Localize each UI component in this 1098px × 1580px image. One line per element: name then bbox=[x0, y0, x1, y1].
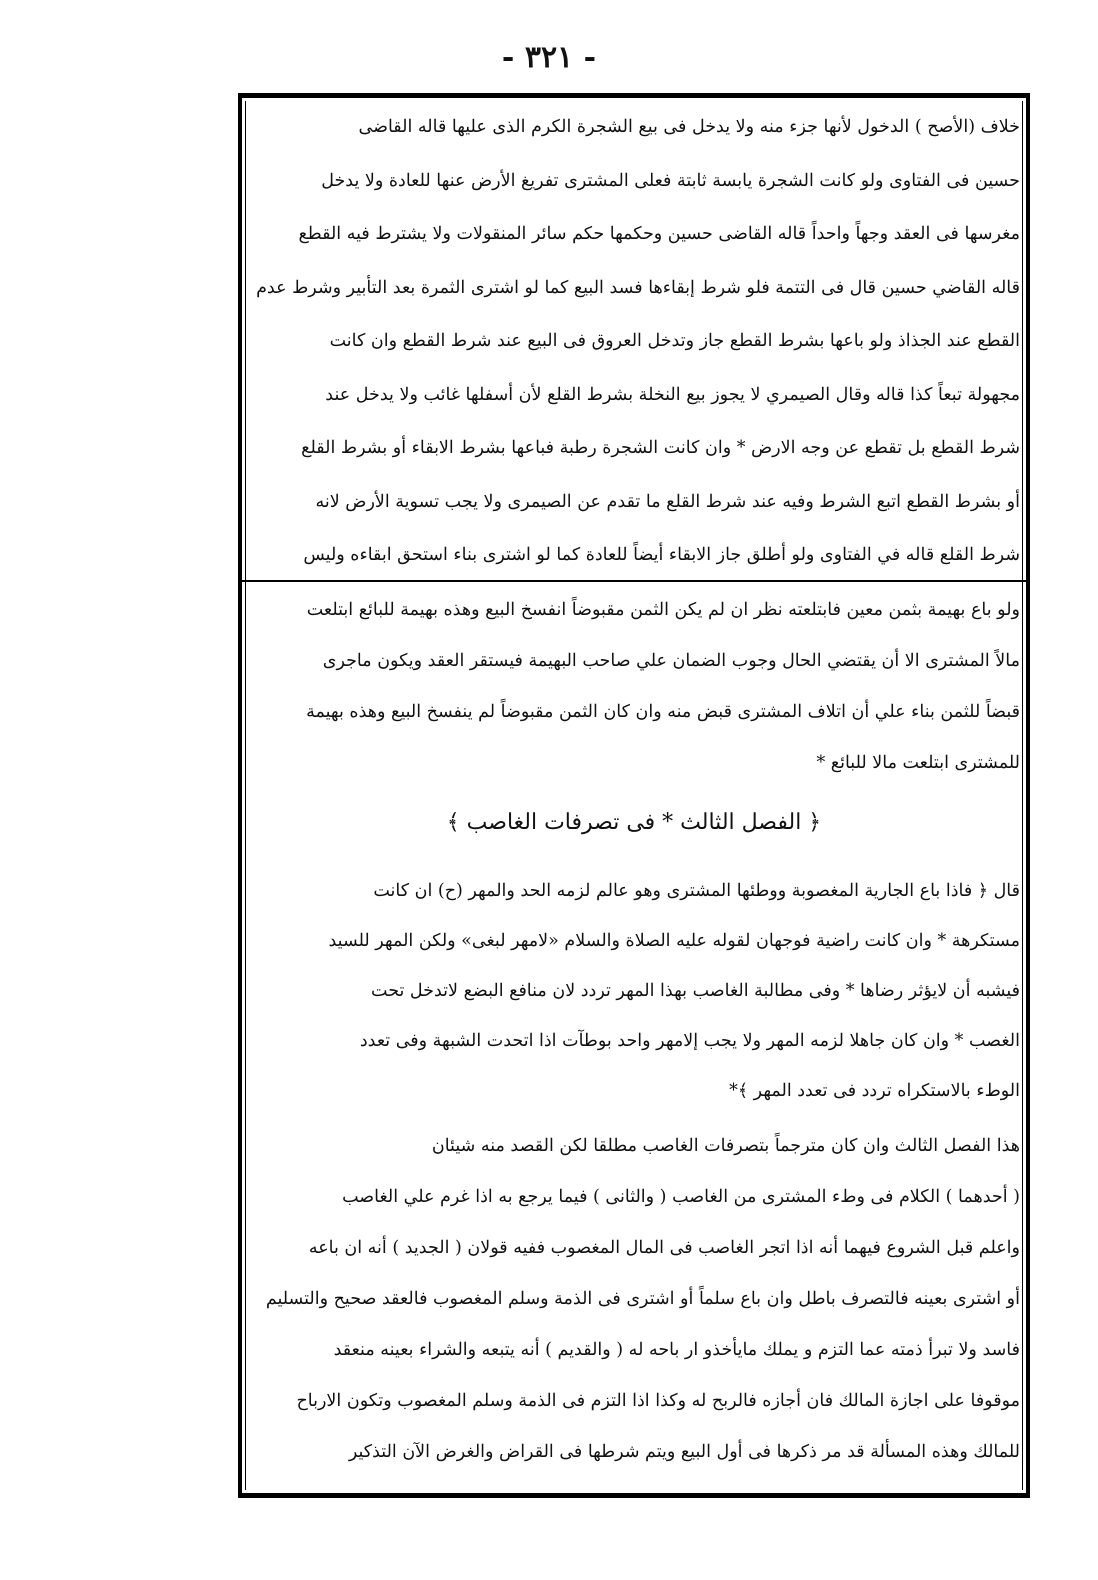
commentary-text bbox=[242, 585, 1034, 789]
main-text-line: مجهولة تبعاً كذا قاله وقال الصيمري لا يجوز بيع النخلة بشرط القلع لأن أسفلها غائب ولا يدخل عند bbox=[325, 384, 1020, 405]
main-text-line: خلاف (الأصح ) الدخول لأنها جزء منه ولا يدخل فى بيع الشجرة الكرم الذى عليها قاله القاضى bbox=[358, 117, 1020, 137]
main-text-line: مغرسها فى العقد وجهاً واحداً قاله القاضى حسين وحكمها حكم سائر المنقولات ولا يشترط فيه القطع bbox=[298, 224, 1020, 244]
explanation-line: أو اشترى بعينه فالتصرف باطل وان باع سلماً أو اشترى فى الذمة وسلم المغصوب فالعقد صحيح والتسليم bbox=[265, 1289, 1020, 1309]
main-text-line: قاله القاضي حسين قال فى التتمة فلو شرط إبقاءها فسد البيع كما لو اشترى الثمرة بعد التأبير وشرط عدم bbox=[256, 277, 1020, 298]
explanation-line: واعلم قبل الشروع فيهما أنه اذا اتجر الغاصب فى المال المغصوب ففيه قولان ( الجديد ) أنه ان باعه bbox=[308, 1238, 1020, 1258]
main-text-line: حسين فى الفتاوى ولو كانت الشجرة يابسة ثابتة فعلى المشترى تفريغ الأرض عنها للعادة ولا يدخل bbox=[321, 170, 1020, 191]
quoted-line: مستكرهة * وان كانت راضية فوجهان لقوله عليه الصلاة والسلام «لامهر لبغى» ولكن المهر للسيد bbox=[328, 931, 1020, 951]
page-number: - ٣٢١ - bbox=[501, 40, 597, 75]
quoted-text bbox=[242, 866, 1034, 1116]
quoted-line: الوطء بالاستكراه تردد فى تعدد المهر ﴾* bbox=[729, 1081, 1020, 1101]
section-divider bbox=[242, 580, 1026, 582]
quoted-line: فيشبه أن لايؤثر رضاها * وفى مطالبة الغاصب بهذا المهر تردد لان منافع البضع لاتدخل تحت bbox=[371, 981, 1020, 1001]
section-heading: ﴿ الفصل الثالث * فى تصرفات الغاصب ﴾ bbox=[446, 810, 822, 835]
explanation-line: للمالك وهذه المسألة قد مر ذكرها فى أول البيع ويتم شرطها فى القراض والغرض الآن التذكير bbox=[348, 1442, 1020, 1462]
commentary-line: مالاً المشترى الا أن يقتضي الحال وجوب الضمان علي صاحب البهيمة فيستقر العقد ويكون ماجرى bbox=[322, 651, 1020, 671]
main-text bbox=[242, 101, 1034, 583]
explanation-line: ( أحدهما ) الكلام فى وطء المشترى من الغاصب ( والثانى ) فيما يرجع به اذا غرم علي الغاصب bbox=[342, 1187, 1020, 1207]
commentary-line: ولو باع بهيمة بثمن معين فابتلعته نظر ان لم يكن الثمن مقبوضاً انفسخ البيع وهذه بهيمة للبائع ابتلعت bbox=[306, 600, 1020, 620]
main-text-line: أو بشرط القطع اتبع الشرط وفيه عند شرط القلع ما تقدم عن الصيمرى ولا يجب تسوية الأرض لانه bbox=[315, 491, 1020, 512]
main-text-line: شرط القطع بل تقطع عن وجه الارض * وان كانت الشجرة رطبة فباعها بشرط الابقاء أو بشرط القلع bbox=[301, 438, 1020, 458]
explanation-line: هذا الفصل الثالث وان كان مترجماً بتصرفات الغاصب مطلقا لكن القصد منه شيئان bbox=[431, 1136, 1020, 1156]
explanation-line: موقوفا على اجازة المالك فان أجازه فالربح له وكذا اذا التزم فى الذمة وسلم المغصوب وتكون الارباح bbox=[296, 1391, 1020, 1411]
explanation-line: فاسد ولا تبرأ ذمته عما التزم و يملك مايأخذو ار باحه له ( والقديم ) أنه يتبعه والشراء بعينه منعقد bbox=[333, 1340, 1020, 1360]
quoted-line: قال ﴿ فاذا باع الجارية المغصوبة ووطئها المشترى وهو عالم لزمه الحد والمهر (ح) ان كانت bbox=[373, 881, 1020, 901]
page-frame bbox=[238, 93, 1030, 1498]
quoted-line: الغصب * وان كان جاهلا لزمه المهر ولا يجب إلامهر واحد بوطآت اذا اتحدت الشبهة وفى تعدد bbox=[359, 1031, 1020, 1051]
commentary-line: قبضاً للثمن بناء علي أن اتلاف المشترى قبض منه وان كان الثمن مقبوضاً لم ينفسخ البيع وهذه بهيمة bbox=[306, 702, 1020, 722]
main-text-line: القطع عند الجذاذ ولو باعها بشرط القطع جاز وتدخل العروق فى البيع عند شرط القطع وان كانت bbox=[329, 331, 1020, 351]
commentary-line: للمشترى ابتلعت مالا للبائع * bbox=[816, 753, 1020, 773]
explanation-text bbox=[242, 1121, 1034, 1478]
main-text-line: شرط القلع قاله في الفتاوى ولو أطلق جاز الابقاء أيضاً للعادة كما لو اشترى بناء استحق ابقاءه وليس bbox=[303, 545, 1020, 565]
